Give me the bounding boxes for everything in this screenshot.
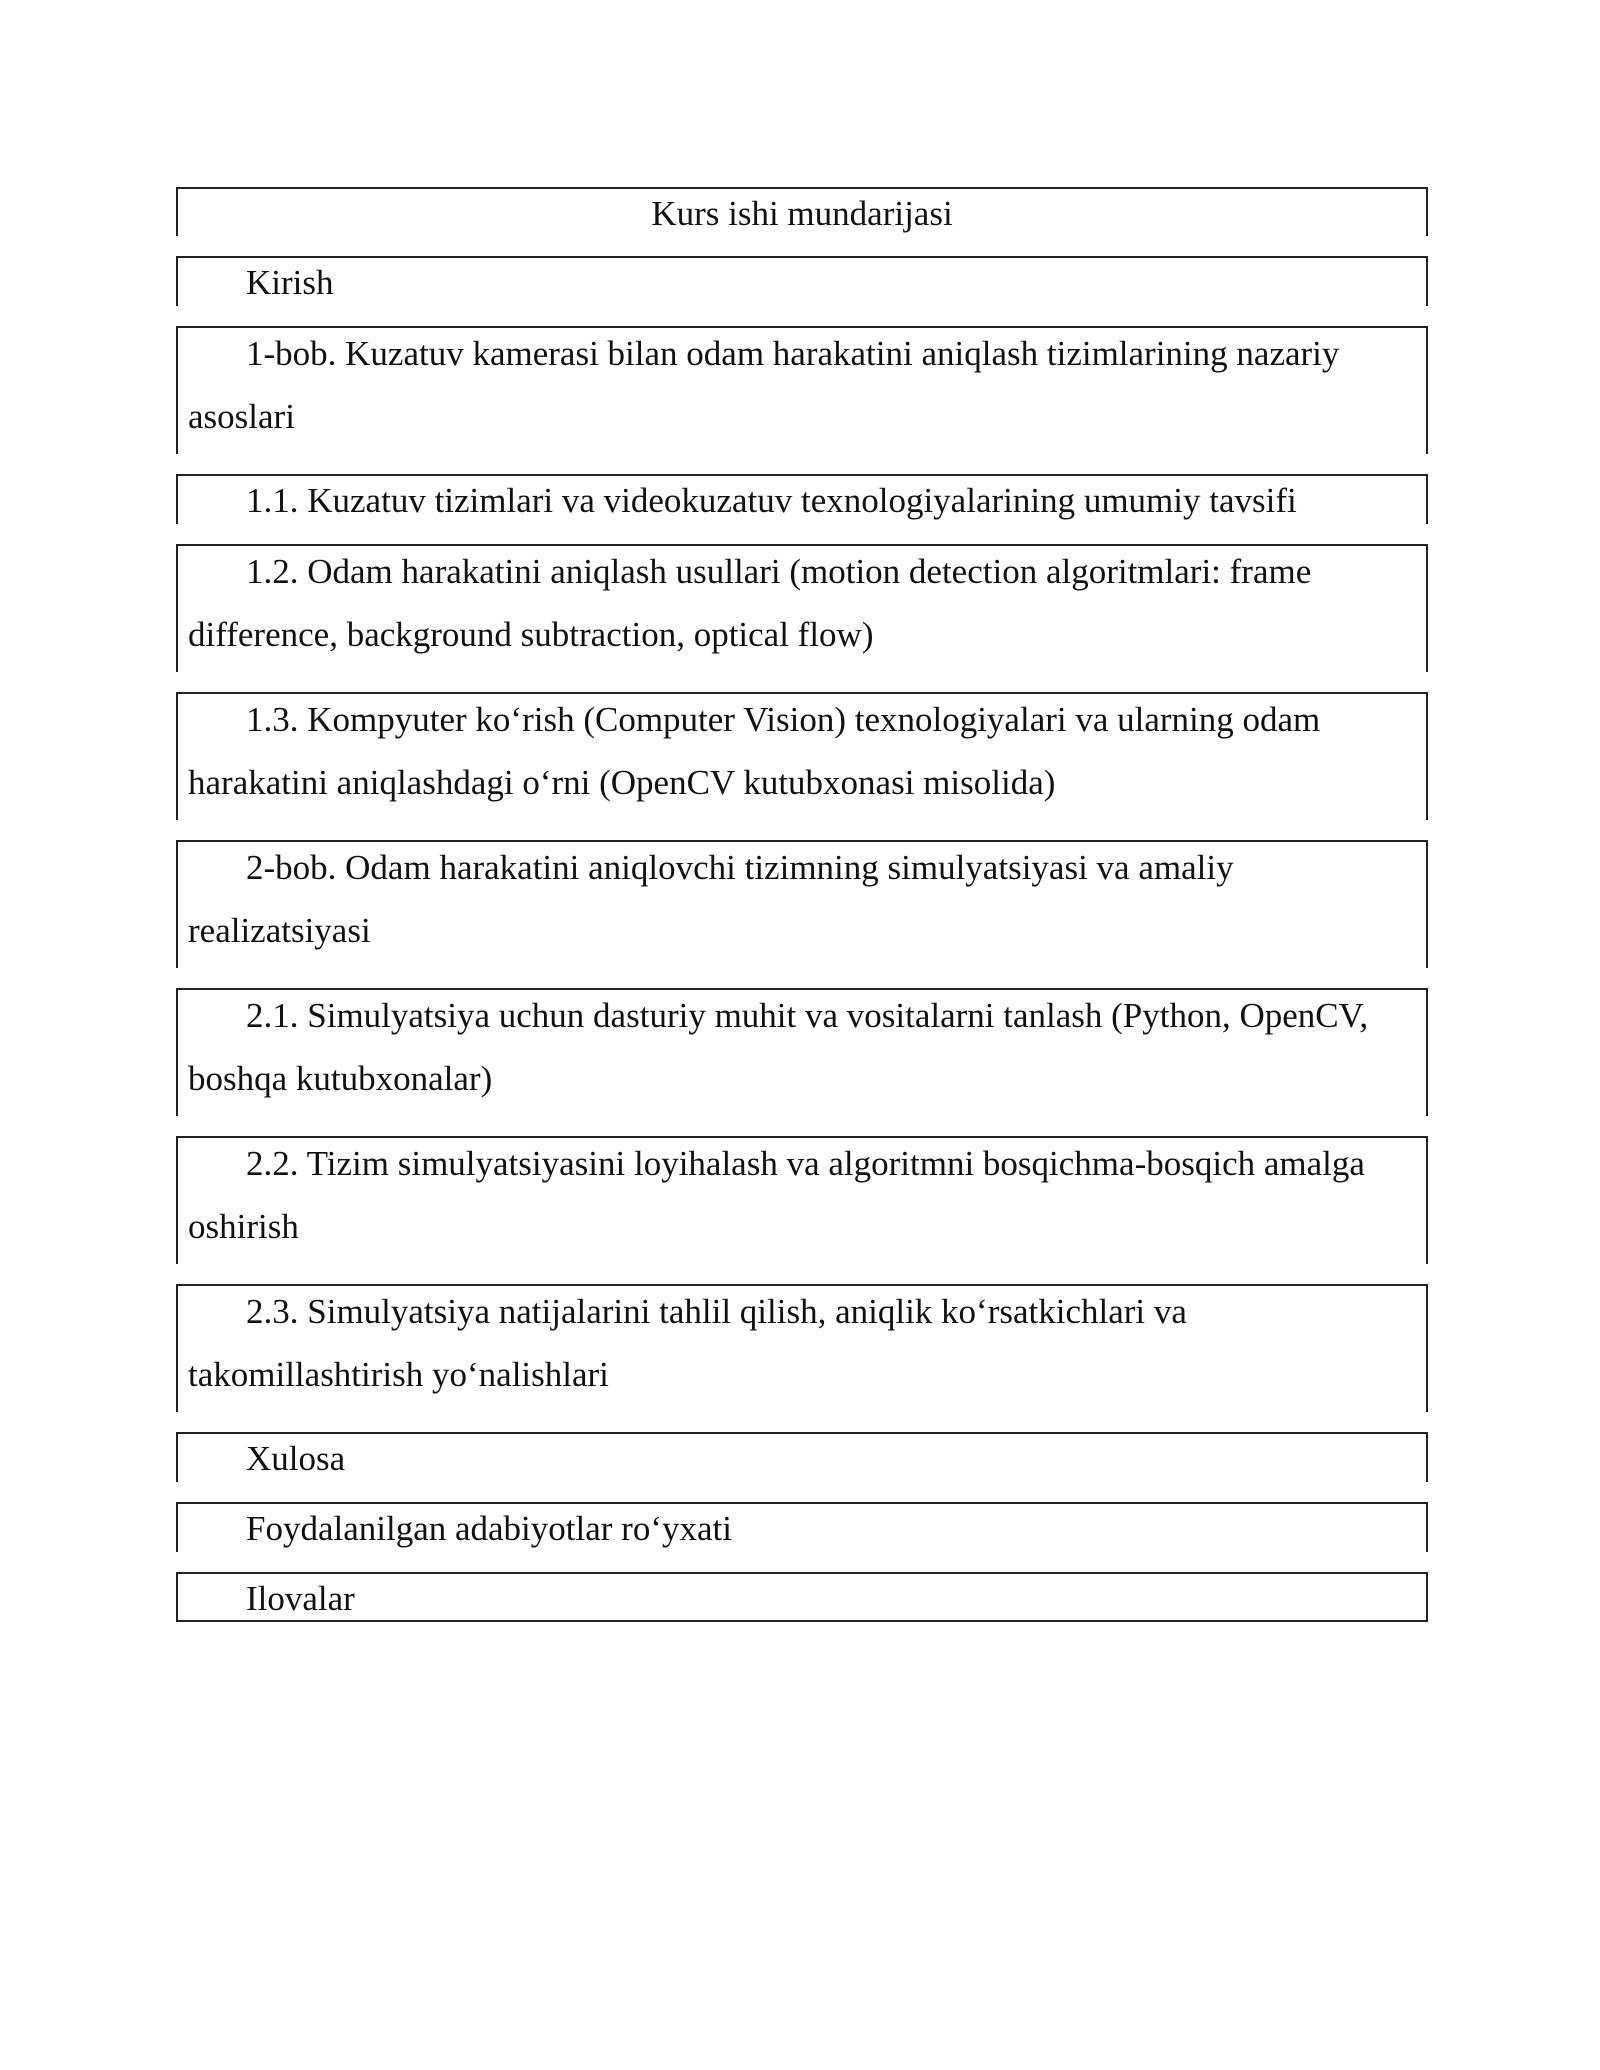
toc-item-1-3 xyxy=(176,692,1428,820)
toc-item-text: Foydalanilgan adabiyotlar ro‘yxati xyxy=(246,1509,732,1548)
toc-item-2-2 xyxy=(176,1136,1428,1264)
toc-item-text: 1-bob. Kuzatuv kamerasi bilan odam harakatini aniqlash tizimlarining nazariy asoslari xyxy=(188,334,1340,436)
toc-item-xulosa xyxy=(176,1432,1428,1482)
toc-item-references xyxy=(176,1502,1428,1552)
toc-item-1-2 xyxy=(176,544,1428,672)
toc-item-text: Ilovalar xyxy=(246,1579,355,1618)
toc-item-text: 1.1. Kuzatuv tizimlari va videokuzatuv texnologiyalarining umumiy tavsifi xyxy=(246,481,1297,520)
toc-item-chapter-2 xyxy=(176,840,1428,968)
toc-item-text: 1.2. Odam harakatini aniqlash usullari (motion detection algoritmlari: frame difference, background subtraction, optical flow) xyxy=(188,552,1312,654)
toc-item-2-3 xyxy=(176,1284,1428,1412)
toc-item-chapter-1 xyxy=(176,326,1428,454)
toc-item-text: 2.1. Simulyatsiya uchun dasturiy muhit va vositalarni tanlash (Python, OpenCV, boshqa kutubxonalar) xyxy=(188,996,1369,1098)
toc-item-text: 2.3. Simulyatsiya natijalarini tahlil qilish, aniqlik ko‘rsatkichlari va takomillashtirish yo‘nalishlari xyxy=(188,1292,1187,1394)
toc-item-text: 2.2. Tizim simulyatsiyasini loyihalash va algoritmni bosqichma-bosqich amalga oshirish xyxy=(188,1144,1365,1246)
toc-item-text: 1.3. Kompyuter ko‘rish (Computer Vision) texnologiyalari va ularning odam harakatini aniqlashdagi o‘rni (OpenCV kutubxonasi misolida) xyxy=(188,700,1321,802)
toc-item-kirish xyxy=(176,256,1428,306)
toc-title-text: Kurs ishi mundarijasi xyxy=(651,194,953,233)
toc-item-2-1 xyxy=(176,988,1428,1116)
toc-item-1-1 xyxy=(176,474,1428,524)
toc-title xyxy=(176,187,1428,236)
toc-item-text: Kirish xyxy=(246,263,334,302)
toc-item-text: 2-bob. Odam harakatini aniqlovchi tizimning simulyatsiyasi va amaliy realizatsiyasi xyxy=(188,848,1234,950)
toc-item-appendices xyxy=(176,1572,1428,1622)
table-of-contents xyxy=(176,187,1428,1642)
toc-item-text: Xulosa xyxy=(246,1439,346,1478)
